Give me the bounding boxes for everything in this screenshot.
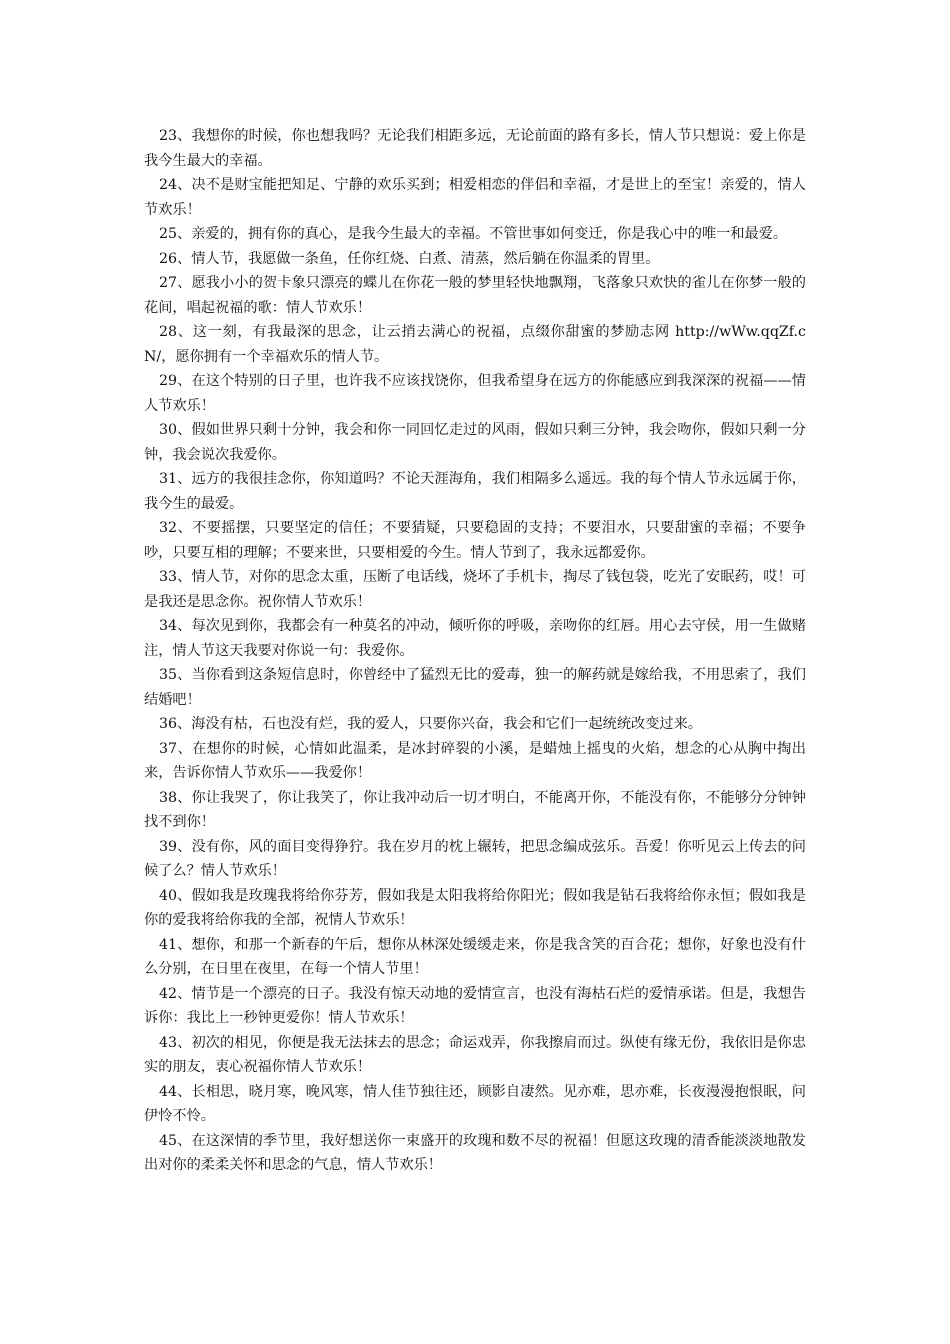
paragraph-44: 44、长相思，晓月寒，晚风寒，情人佳节独往还，顾影自凄然。见亦难，思亦难，长夜漫漫抱恨眠，问伊怜不怜。: [144, 1083, 806, 1124]
paragraph-39: 39、没有你，风的面目变得狰狞。我在岁月的枕上辗转，把思念编成弦乐。吾爱！你听见云上传去的问候了么？情人节欢乐！: [144, 838, 806, 879]
paragraph-26: 26、情人节，我愿做一条鱼，任你红烧、白煮、清蒸，然后躺在你温柔的胃里。: [159, 250, 660, 267]
paragraph-29: 29、在这个特别的日子里，也许我不应该找饶你，但我希望身在远方的你能感应到我深深的祝福——情人节欢乐！: [144, 373, 806, 414]
paragraph-41: 41、想你，和那一个新春的午后，想你从林深处缓缓走来，你是我含笑的百合花；想你，好象也没有什么分别，在日里在夜里，在每一个情人节里！: [144, 936, 806, 977]
paragraph-23: 23、我想你的时候，你也想我吗？无论我们相距多远，无论前面的路有多长，情人节只想说：爱上你是我今生最大的幸福。: [144, 128, 806, 169]
paragraph-28: 28、这一刻，有我最深的思念，让云捎去满心的祝福，点缀你甜蜜的梦励志网 http://wWw.qqZf.cN/，愿你拥有一个幸福欢乐的情人节。: [144, 324, 806, 365]
paragraph-31: 31、远方的我很挂念你，你知道吗？不论天涯海角，我们相隔多么遥远。我的每个情人节永远属于你，我今生的最爱。: [144, 471, 806, 512]
paragraph-35: 35、当你看到这条短信息时，你曾经中了猛烈无比的爱毒，独一的解药就是嫁给我，不用思索了，我们结婚吧！: [144, 667, 806, 708]
paragraph-42: 42、情节是一个漂亮的日子。我没有惊天动地的爱情宣言，也没有海枯石烂的爱情承诺。但是，我想告诉你：我比上一秒钟更爱你！情人节欢乐！: [144, 985, 806, 1026]
paragraph-33: 33、情人节，对你的思念太重，压断了电话线，烧坏了手机卡，掏尽了钱包袋，吃光了安眠药，哎！可是我还是思念你。祝你情人节欢乐！: [144, 569, 806, 610]
paragraph-30: 30、假如世界只剩十分钟，我会和你一同回忆走过的风雨，假如只剩三分钟，我会吻你，假如只剩一分钟，我会说次我爱你。: [144, 422, 806, 463]
paragraph-36: 36、海没有枯，石也没有烂，我的爱人，只要你兴奋，我会和它们一起统统改变过来。: [159, 716, 702, 732]
paragraph-45: 45、在这深情的季节里，我好想送你一束盛开的玫瑰和数不尽的祝福！但愿这玫瑰的清香能淡淡地散发出对你的柔柔关怀和思念的气息，情人节欢乐！: [144, 1132, 806, 1173]
paragraph-38: 38、你让我哭了，你让我笑了，你让我冲动后一切才明白，不能离开你，不能没有你，不能够分分钟钟找不到你！: [144, 789, 806, 830]
paragraph-43: 43、初次的相见，你便是我无法抹去的思念；命运戏弄，你我擦肩而过。纵使有缘无份，我依旧是你忠实的朋友，衷心祝福你情人节欢乐！: [144, 1034, 806, 1075]
paragraph-27: 27、愿我小小的贺卡象只漂亮的蝶儿在你花一般的梦里轻快地飘翔，飞落象只欢快的雀儿在你梦一般的花间，唱起祝福的歌：情人节欢乐！: [144, 275, 806, 316]
paragraph-25: 25、亲爱的，拥有你的真心，是我今生最大的幸福。不管世事如何变迁，你是我心中的唯一和最爱。: [159, 226, 788, 242]
document-body: [144, 124, 806, 1178]
paragraph-24: 24、决不是财宝能把知足、宁静的欢乐买到；相爱相恋的伴侣和幸福，才是世上的至宝！亲爱的，情人节欢乐！: [144, 177, 806, 218]
paragraph-32: 32、不要摇摆，只要坚定的信任；不要猜疑，只要稳固的支持；不要泪水，只要甜蜜的幸福；不要争吵，只要互相的理解；不要来世，只要相爱的今生。情人节到了，我永远都爱你。: [144, 520, 806, 561]
paragraph-37: 37、在想你的时候，心情如此温柔，是冰封碎裂的小溪，是蜡烛上摇曳的火焰，想念的心从胸中掏出来，告诉你情人节欢乐——我爱你！: [144, 740, 806, 781]
paragraph-34: 34、每次见到你，我都会有一种莫名的冲动，倾听你的呼吸，亲吻你的红唇。用心去守侯，用一生做赌注，情人节这天我要对你说一句：我爱你。: [144, 618, 806, 659]
paragraph-40: 40、假如我是玫瑰我将给你芬芳，假如我是太阳我将给你阳光；假如我是钻石我将给你永恒；假如我是你的爱我将给你我的全部，祝情人节欢乐！: [144, 887, 806, 928]
